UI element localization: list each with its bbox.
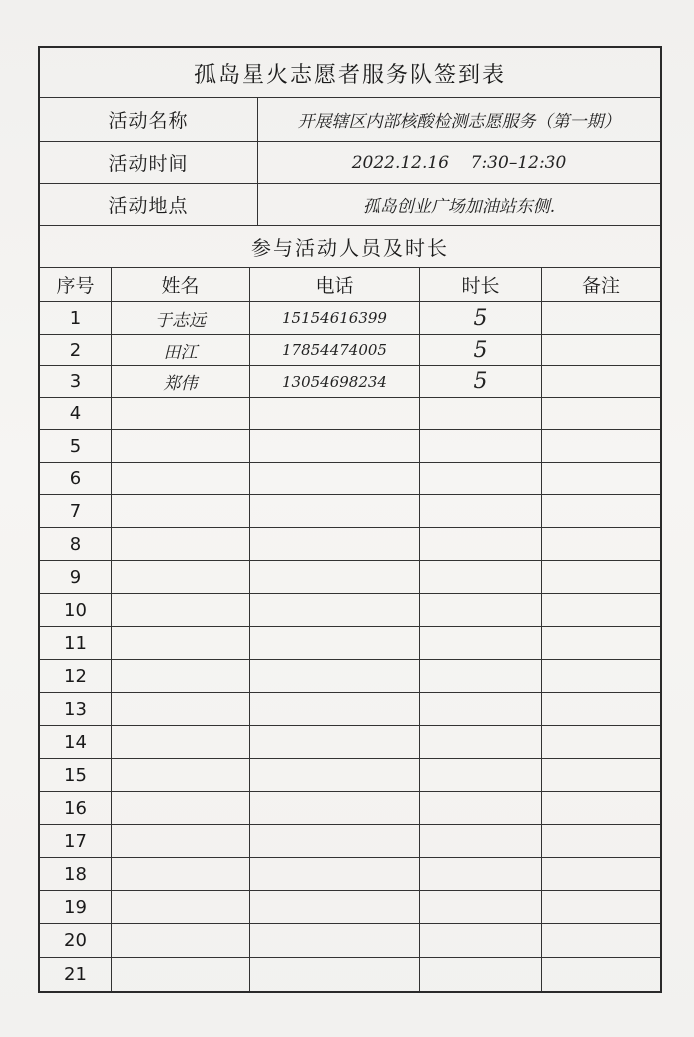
row-note [542,660,660,692]
header-hours: 时长 [420,268,542,301]
row-number: 8 [40,528,112,560]
row-note [542,463,660,494]
row-phone [250,958,420,991]
row-number: 19 [40,891,112,923]
table-row [40,825,660,858]
row-note [542,495,660,527]
row-note [542,528,660,560]
row-hours [420,627,542,659]
row-name [112,958,250,991]
activity-place-row [40,184,660,226]
row-number: 7 [40,495,112,527]
row-phone [250,759,420,791]
table-row [40,398,660,430]
row-name [112,693,250,725]
activity-place-label: 活动地点 [40,184,258,225]
row-note [542,398,660,429]
header-no: 序号 [40,268,112,301]
row-hours [420,495,542,527]
activity-name-label: 活动名称 [40,98,258,141]
table-row [40,958,660,991]
row-note [542,891,660,923]
row-hours: 5 [420,302,542,334]
row-name [112,495,250,527]
row-number: 16 [40,792,112,824]
row-name [112,792,250,824]
row-hours: 5 [420,366,542,397]
row-number: 11 [40,627,112,659]
row-phone [250,463,420,494]
row-name: 郑伟 [112,366,250,397]
table-row [40,561,660,594]
row-number: 3 [40,366,112,397]
row-hours [420,825,542,857]
row-note [542,825,660,857]
row-hours [420,726,542,758]
row-hours [420,693,542,725]
row-phone [250,891,420,923]
row-number: 1 [40,302,112,334]
title-row [40,48,660,98]
row-note [542,726,660,758]
table-row [40,924,660,958]
row-number: 6 [40,463,112,494]
table-row [40,759,660,792]
table-row [40,335,660,366]
header-name: 姓名 [112,268,250,301]
row-note [542,792,660,824]
activity-place-value: 孤岛创业广场加油站东侧. [362,197,556,217]
row-phone [250,660,420,692]
row-phone [250,726,420,758]
row-phone [250,398,420,429]
table-row [40,302,660,335]
table-row [40,627,660,660]
table-row [40,693,660,726]
table-row [40,726,660,759]
row-phone [250,792,420,824]
row-name [112,891,250,923]
activity-time-label: 活动时间 [40,142,258,183]
row-number: 10 [40,594,112,626]
row-phone [250,495,420,527]
row-note [542,627,660,659]
table-row [40,366,660,398]
activity-time-row [40,142,660,184]
row-phone [250,594,420,626]
row-note [542,366,660,397]
row-name [112,924,250,957]
row-number: 9 [40,561,112,593]
header-note: 备注 [581,275,620,297]
row-name [112,463,250,494]
row-phone [250,825,420,857]
row-name [112,759,250,791]
row-hours [420,924,542,957]
row-phone: 17854474005 [250,335,420,365]
row-phone [250,561,420,593]
row-note [542,759,660,791]
row-hours [420,528,542,560]
row-name: 田江 [112,335,250,365]
header-phone: 电话 [250,268,420,301]
row-hours [420,660,542,692]
row-name [112,528,250,560]
row-number: 17 [40,825,112,857]
row-hours [420,594,542,626]
row-note [542,302,660,334]
table-header-row [40,268,660,302]
row-number: 14 [40,726,112,758]
row-name [112,594,250,626]
activity-time-value: 2022.12.16 7:30–12:30 [351,152,567,173]
row-number: 20 [40,924,112,957]
form-title: 孤岛星火志愿者服务队签到表 [193,62,506,88]
row-name [112,561,250,593]
row-name [112,726,250,758]
row-hours [420,398,542,429]
row-number: 13 [40,693,112,725]
row-name [112,660,250,692]
row-number: 2 [40,335,112,365]
row-phone [250,430,420,462]
row-name [112,627,250,659]
table-row [40,495,660,528]
row-note [542,858,660,890]
row-name [112,398,250,429]
row-hours [420,792,542,824]
row-hours: 5 [420,335,542,365]
row-hours [420,430,542,462]
row-phone [250,924,420,957]
row-number: 5 [40,430,112,462]
row-note [542,958,660,991]
row-phone [250,858,420,890]
table-row [40,594,660,627]
activity-name-row [40,98,660,142]
row-note [542,561,660,593]
row-note [542,430,660,462]
row-hours [420,759,542,791]
row-number: 12 [40,660,112,692]
activity-name-value: 开展辖区内部核酸检测志愿服务（第一期） [297,112,621,132]
row-note [542,693,660,725]
table-row [40,528,660,561]
row-number: 4 [40,398,112,429]
table-row [40,891,660,924]
row-phone [250,693,420,725]
row-phone [250,528,420,560]
row-phone [250,627,420,659]
table-row [40,858,660,891]
row-name: 于志远 [112,302,250,334]
row-phone: 13054698234 [250,366,420,397]
row-number: 15 [40,759,112,791]
table-row [40,792,660,825]
row-phone: 15154616399 [250,302,420,334]
row-hours [420,858,542,890]
row-hours [420,463,542,494]
row-name [112,858,250,890]
row-name [112,825,250,857]
row-hours [420,891,542,923]
row-hours [420,561,542,593]
table-row [40,430,660,463]
row-number: 18 [40,858,112,890]
row-hours [420,958,542,991]
section-title: 参与活动人员及时长 [251,235,449,260]
section-title-row [40,226,660,268]
row-note [542,594,660,626]
table-body [40,302,660,991]
table-row [40,660,660,693]
row-note [542,335,660,365]
sign-in-form [38,46,662,993]
row-name [112,430,250,462]
table-row [40,463,660,495]
row-number: 21 [40,958,112,991]
row-note [542,924,660,957]
